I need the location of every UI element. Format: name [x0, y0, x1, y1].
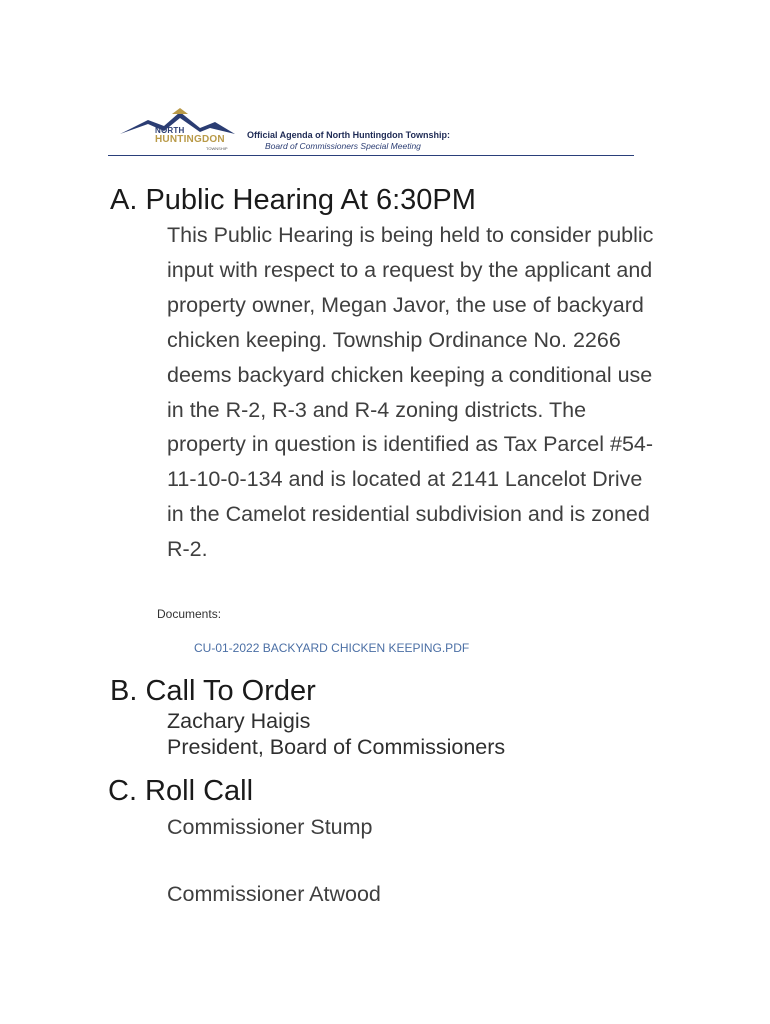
agenda-header — [108, 100, 634, 156]
header-subtitle: Board of Commissioners Special Meeting — [265, 141, 421, 151]
documents-label: Documents: — [157, 607, 222, 621]
logo-text-township: TOWNSHIP — [206, 146, 228, 151]
roll-call-member: Commissioner Atwood — [167, 882, 381, 906]
section-c-heading: C. Roll Call — [108, 775, 254, 807]
section-b-heading: B. Call To Order — [110, 675, 316, 707]
document-link[interactable]: CU-01-2022 BACKYARD CHICKEN KEEPING.PDF — [194, 641, 470, 655]
logo-text-huntingdon: HUNTINGDON — [155, 134, 225, 145]
roll-call-member: Commissioner Stump — [167, 815, 373, 839]
section-a-body: This Public Hearing is being held to consider public input with respect to a request by the applicant and property owner, Megan Javor, the use of backyard chicken keeping. Township Ordinance No. 2266 deems backyard chicken keeping a conditional use in the R-2, R-3 and R-4 zoning districts. The property in question is identified as Tax Parcel #54-11-10-0-134 and is located at 2141 Lancelot Drive in the Camelot residential subdivision and is zoned R-2. — [167, 223, 654, 562]
header-title: Official Agenda of North Huntingdon Township: — [247, 130, 450, 140]
township-logo — [120, 104, 235, 152]
presiding-officer-name: Zachary Haigis — [167, 709, 311, 733]
section-a-heading: A. Public Hearing At 6:30PM — [110, 184, 476, 216]
presiding-officer-role: President, Board of Commissioners — [167, 735, 506, 759]
logo-text-north: NORTH — [155, 126, 185, 135]
